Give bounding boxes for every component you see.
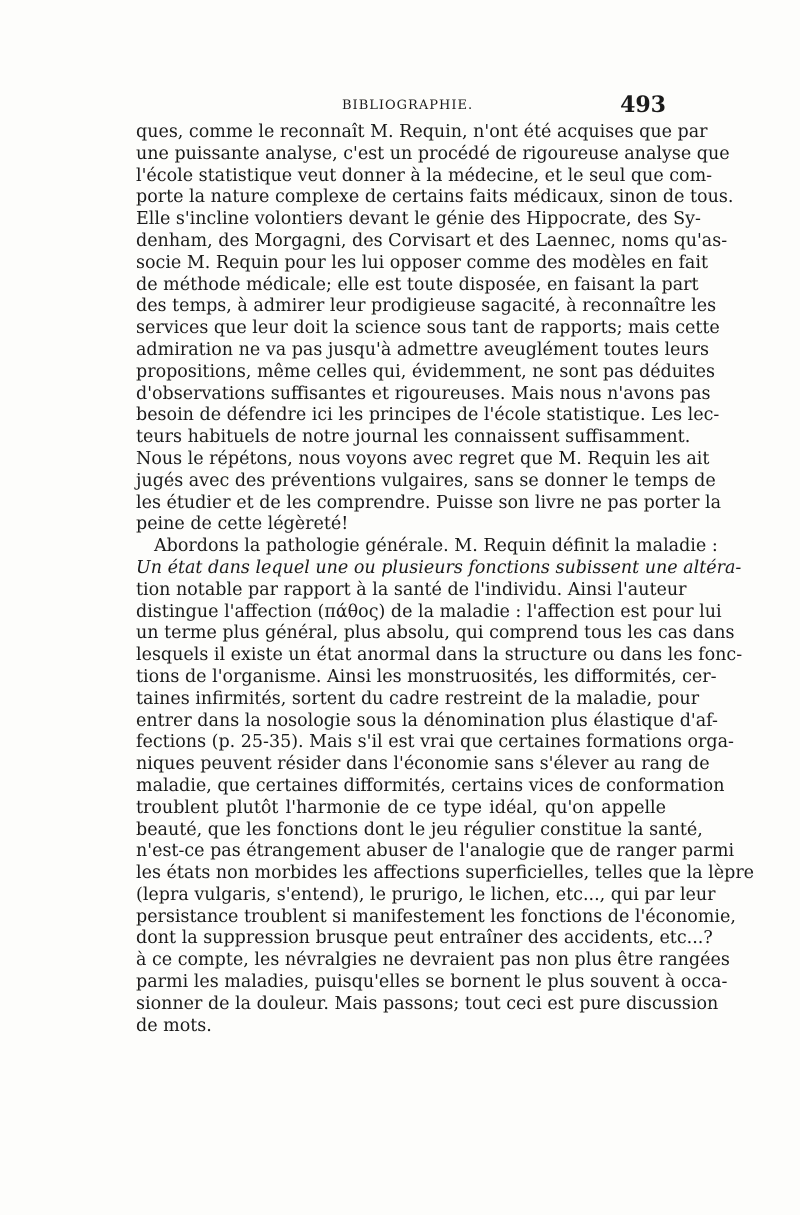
text-line: ques, comme le reconnaît M. Requin, n'ont été acquises que par xyxy=(136,122,708,142)
text-line: services que leur doit la science sous tant de rapports; mais cette xyxy=(136,318,720,339)
text-line: besoin de défendre ici les principes de l'école statistique. Les lec- xyxy=(136,405,720,426)
text-line: l'école statistique veut donner à la médecine, et le seul que com- xyxy=(136,165,713,186)
page-number: 493 xyxy=(620,92,666,118)
text-line: teurs habituels de notre journal les connaissent suffisamment. xyxy=(136,427,691,448)
text-line: des temps, à admirer leur prodigieuse sagacité, à reconnaître les xyxy=(136,296,717,317)
text-line: n'est-ce pas étrangement abuser de l'analogie que de ranger parmi xyxy=(136,841,735,862)
text-line: dont la suppression brusque peut entraîner des accidents, etc...? xyxy=(136,928,713,949)
text-line: à ce compte, les névralgies ne devraient pas non plus être rangées xyxy=(136,950,730,971)
text-line: parmi les maladies, puisqu'elles se bornent le plus souvent à occa- xyxy=(136,972,728,993)
text-line: entrer dans la nosologie sous la dénomination plus élastique d'af- xyxy=(136,710,718,731)
text-line: peine de cette légèreté! xyxy=(136,514,349,535)
text-line: les étudier et de les comprendre. Puisse son livre ne pas porter la xyxy=(136,492,722,513)
text-line: Un état dans lequel une ou plusieurs fonctions subissent une altéra- xyxy=(136,557,742,578)
text-line: troublent plutôt l'harmonie de ce type idéal, qu'on appelle xyxy=(136,797,666,818)
text-line: fections (p. 25-35). Mais s'il est vrai que certaines formations orga- xyxy=(136,732,734,753)
text-line: les états non morbides les affections superficielles, telles que la lèpre xyxy=(136,863,755,884)
text-line: Abordons la pathologie générale. M. Requin définit la maladie : xyxy=(154,536,718,557)
text-line: un terme plus général, plus absolu, qui comprend tous les cas dans xyxy=(136,623,735,644)
text-line: denham, des Morgagni, des Corvisart et des Laennec, noms qu'as- xyxy=(136,230,728,251)
text-line: tion notable par rapport à la santé de l'individu. Ainsi l'auteur xyxy=(136,579,687,600)
running-head: BIBLIOGRAPHIE. xyxy=(342,98,474,113)
text-line: jugés avec des préventions vulgaires, sans se donner le temps de xyxy=(136,470,716,491)
text-line: Elle s'incline volontiers devant le génie des Hippocrate, des Sy- xyxy=(136,209,701,230)
page-header xyxy=(136,92,666,120)
text-line: porte la nature complexe de certains faits médicaux, sinon de tous. xyxy=(136,187,734,208)
text-line: propositions, même celles qui, évidemment, ne sont pas déduites xyxy=(136,361,715,382)
text-line: Nous le répétons, nous voyons avec regret que M. Requin les ait xyxy=(136,448,710,469)
text-line: socie M. Requin pour les lui opposer comme des modèles en fait xyxy=(136,252,708,273)
text-line: niques peuvent résider dans l'économie sans s'élever au rang de xyxy=(136,754,710,775)
body-text xyxy=(136,122,755,1037)
text-line: de méthode médicale; elle est toute disposée, en faisant la part xyxy=(136,274,699,295)
text-line: sionner de la douleur. Mais passons; tout ceci est pure discussion xyxy=(136,993,719,1014)
text-line: une puissante analyse, c'est un procédé de rigoureuse analyse que xyxy=(136,143,730,164)
text-line: taines infirmités, sortent du cadre restreint de la maladie, pour xyxy=(136,688,700,709)
text-line: (lepra vulgaris, s'entend), le prurigo, le lichen, etc..., qui par leur xyxy=(136,884,716,905)
text-line: maladie, que certaines difformités, certains vices de conformation xyxy=(136,775,725,796)
text-line: persistance troublent si manifestement les fonctions de l'économie, xyxy=(136,906,736,927)
text-line: lesquels il existe un état anormal dans la structure ou dans les fonc- xyxy=(136,645,743,666)
text-line: d'observations suffisantes et rigoureuses. Mais nous n'avons pas xyxy=(136,383,711,404)
text-line: beauté, que les fonctions dont le jeu régulier constitue la santé, xyxy=(136,819,703,840)
text-line: admiration ne va pas jusqu'à admettre aveuglément toutes leurs xyxy=(136,339,710,360)
text-line: tions de l'organisme. Ainsi les monstruosités, les difformités, cer- xyxy=(136,666,717,687)
text-line: distingue l'affection (πάθος) de la maladie : l'affection est pour lui xyxy=(136,601,722,622)
text-line: de mots. xyxy=(136,1015,212,1036)
